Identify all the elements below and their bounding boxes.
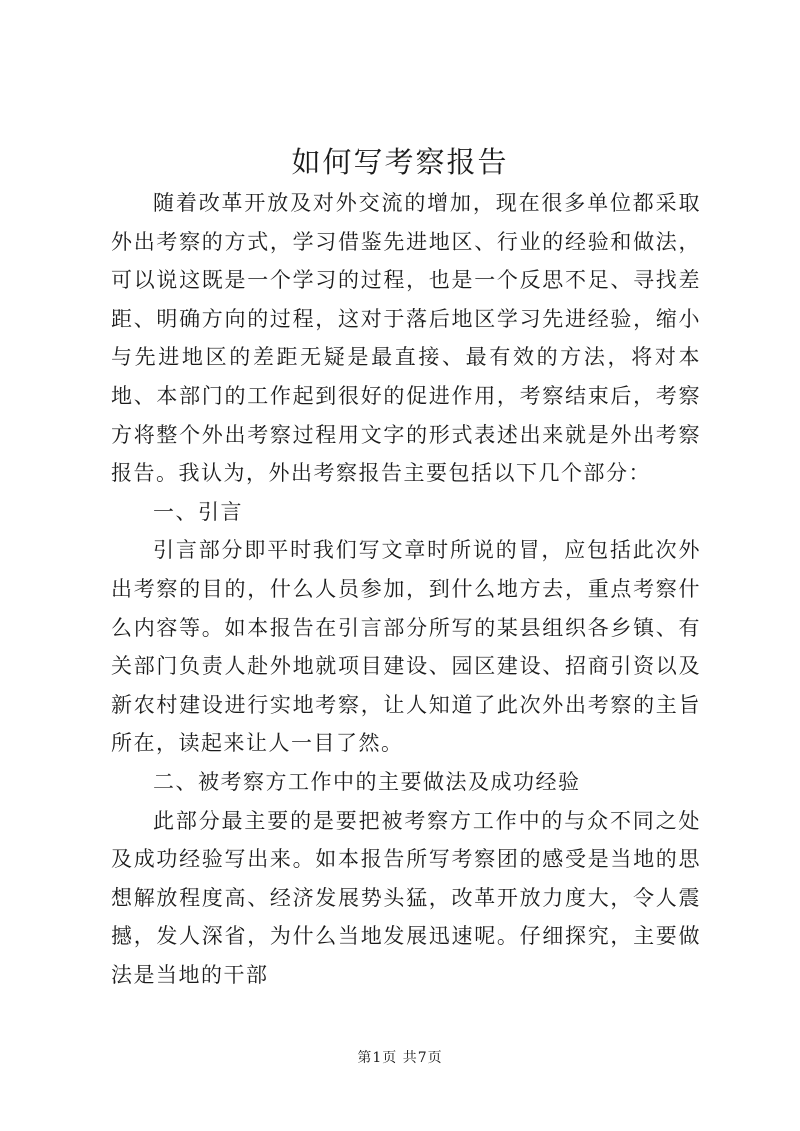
page-number-footer: 第1页 共7页: [357, 1050, 443, 1066]
document-title: 如何写考察报告: [291, 145, 509, 179]
introduction-paragraph: 引言部分即平时我们写文章时所说的冒，应包括此次外出考察的目的，什么人员参加，到什么地方去，重点考察什么内容等。如本报告在引言部分所写的某县组织各乡镇、有关部门负责人赴外地就项目建设、园区建设、招商引资以及新农村建设进行实地考察，让人知道了此次外出考察的主旨所在，读起来让人一目了然。: [111, 538, 701, 756]
section-heading-practices: 二、被考察方工作中的主要做法及成功经验: [153, 769, 581, 794]
document-body: [111, 184, 701, 994]
intro-paragraph: 随着改革开放及对外交流的增加，现在很多单位都采取外出考察的方式，学习借鉴先进地区、行业的经验和做法，可以说这既是一个学习的过程，也是一个反思不足、寻找差距、明确方向的过程，这对于落后地区学习先进经验，缩小与先进地区的差距无疑是最直接、最有效的方法，将对本地、本部门的工作起到很好的促进作用，考察结束后，考察方将整个外出考察过程用文字的形式表述出来就是外出考察报告。我认为，外出考察报告主要包括以下几个部分：: [111, 191, 701, 486]
practices-paragraph: 此部分最主要的是要把被考察方工作中的与众不同之处及成功经验写出来。如本报告所写考察团的感受是当地的思想解放程度高、经济发展势头猛，改革开放力度大，令人震撼，发人深省，为什么当地发展迅速呢。仔细探究，主要做法是当地的干部: [111, 808, 701, 987]
section-heading-introduction: 一、引言: [153, 499, 243, 524]
